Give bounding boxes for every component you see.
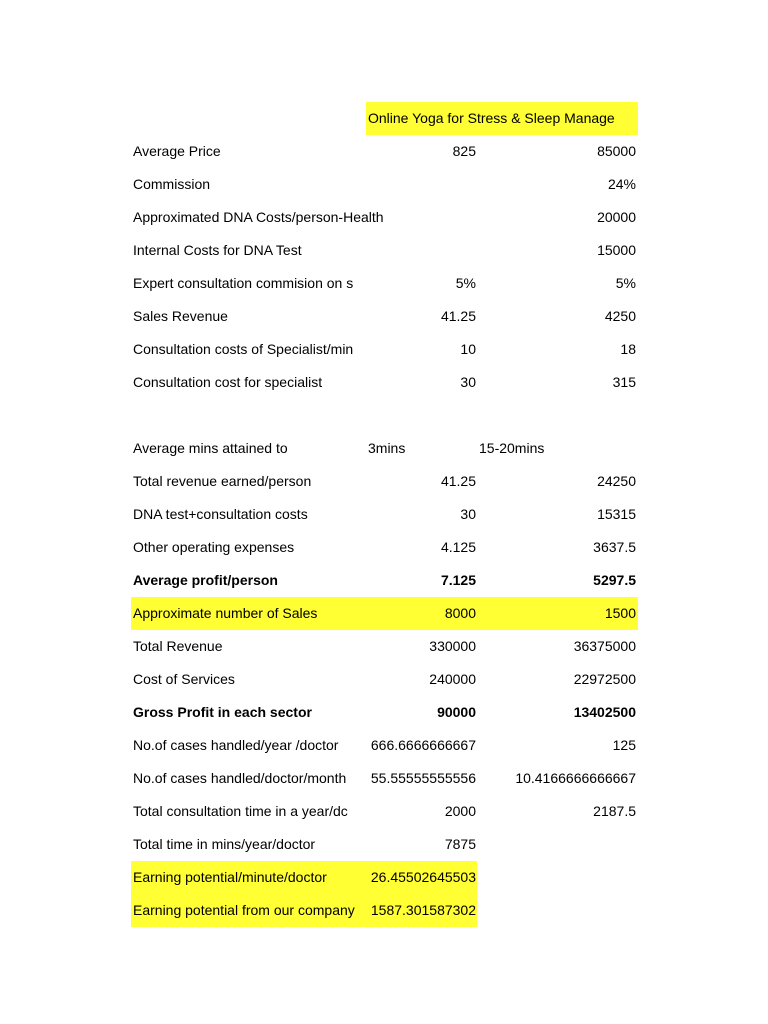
column-header[interactable]: Online Yoga for Stress & Sleep Manage — [366, 102, 638, 135]
row-label[interactable]: No.of cases handled/doctor/month — [133, 770, 347, 786]
row-label[interactable]: Consultation cost for specialist — [133, 374, 323, 390]
value-cell-b[interactable] — [477, 828, 638, 861]
row-label[interactable]: Earning potential from our company — [131, 894, 366, 927]
value-cell-a[interactable]: 41.25 — [440, 308, 476, 324]
value-cell-b[interactable]: 22972500 — [573, 671, 636, 687]
value-cell-b[interactable]: 5% — [615, 275, 636, 291]
value-cell-b[interactable]: 13402500 — [573, 704, 636, 720]
value-cell-a[interactable]: 330000 — [429, 638, 476, 654]
header-row — [131, 102, 638, 135]
value-cell-b[interactable]: 10.4166666666667 — [515, 770, 636, 786]
table-row — [131, 762, 638, 795]
value-cell-a[interactable]: 2000 — [444, 803, 476, 819]
row-label[interactable]: Average Price — [133, 143, 221, 159]
value-cell-b[interactable]: 18 — [620, 341, 636, 357]
value-cell-a[interactable]: 7875 — [444, 836, 476, 852]
value-cell-b[interactable]: 3637.5 — [593, 539, 636, 555]
value-cell-b[interactable]: 85000 — [597, 143, 636, 159]
table-row — [131, 168, 638, 201]
value-cell-a[interactable]: 26.45502645503 — [366, 861, 477, 894]
value-cell-b[interactable]: 125 — [612, 737, 636, 753]
value-cell-a[interactable]: 10 — [460, 341, 476, 357]
value-cell-a[interactable]: 55.55555555556 — [370, 770, 476, 786]
value-cell-b[interactable]: 1500 — [477, 597, 638, 630]
value-cell-a[interactable] — [366, 201, 477, 234]
row-label[interactable]: Earning potential/minute/doctor — [131, 861, 366, 894]
value-cell-a[interactable]: 7.125 — [440, 572, 476, 588]
table-row — [131, 630, 638, 663]
table-row-highlighted — [131, 894, 638, 927]
table-row — [131, 531, 638, 564]
row-label[interactable]: Commission — [133, 176, 211, 192]
row-label[interactable]: No.of cases handled/year /doctor — [133, 737, 339, 753]
table-row — [131, 498, 638, 531]
row-label[interactable]: Consultation costs of Specialist/min — [133, 341, 354, 357]
value-cell-b[interactable]: 24250 — [597, 473, 636, 489]
value-cell-a[interactable]: 8000 — [366, 597, 477, 630]
table-row-bold — [131, 564, 638, 597]
table-row — [131, 366, 638, 399]
row-label[interactable]: Total time in mins/year/doctor — [133, 836, 316, 852]
table-row — [131, 663, 638, 696]
value-cell-b[interactable] — [477, 894, 638, 927]
value-cell-a[interactable]: 240000 — [429, 671, 476, 687]
value-cell-b[interactable]: 315 — [612, 374, 636, 390]
value-cell-b[interactable]: 2187.5 — [593, 803, 636, 819]
value-cell-b[interactable]: 24% — [607, 176, 636, 192]
row-label[interactable]: Internal Costs for DNA Test — [133, 242, 302, 258]
table-row — [131, 432, 638, 465]
value-cell-b[interactable]: 20000 — [597, 209, 636, 225]
row-label[interactable]: Total Revenue — [133, 638, 223, 654]
row-label[interactable]: Approximate number of Sales — [131, 597, 366, 630]
value-cell-a[interactable]: 1587.301587302 — [366, 894, 477, 927]
value-cell-a[interactable]: 5% — [455, 275, 476, 291]
empty-row — [131, 399, 638, 432]
value-cell-a[interactable]: 90000 — [437, 704, 476, 720]
table-row — [131, 333, 638, 366]
value-cell-b[interactable] — [477, 861, 638, 894]
value-cell-b[interactable]: 36375000 — [573, 638, 636, 654]
value-cell-a[interactable] — [366, 234, 477, 267]
value-cell-b[interactable]: 4250 — [604, 308, 636, 324]
row-label[interactable]: Average mins attained to — [133, 440, 288, 456]
table-row — [131, 234, 638, 267]
row-label[interactable]: Approximated DNA Costs/person-Health — [133, 209, 384, 225]
table-row-bold — [131, 696, 638, 729]
value-cell-a[interactable]: 30 — [460, 506, 476, 522]
table-row — [131, 300, 638, 333]
table-row-highlighted — [131, 597, 638, 630]
row-label[interactable]: DNA test+consultation costs — [133, 506, 308, 522]
value-cell-b[interactable]: 15-20mins — [479, 440, 545, 456]
row-label[interactable]: Total consultation time in a year/dc — [133, 803, 348, 819]
value-cell-b[interactable]: 15000 — [597, 242, 636, 258]
table-row — [131, 267, 638, 300]
row-label[interactable]: Other operating expenses — [133, 539, 295, 555]
table-row — [131, 828, 638, 861]
table-row — [131, 201, 638, 234]
table-row — [131, 729, 638, 762]
value-cell-a[interactable]: 4.125 — [440, 539, 476, 555]
value-cell-a[interactable]: 41.25 — [440, 473, 476, 489]
table-row-highlighted — [131, 861, 638, 894]
row-label[interactable]: Expert consultation commision on s — [133, 275, 354, 291]
value-cell-a[interactable]: 30 — [460, 374, 476, 390]
value-cell-a[interactable]: 666.6666666667 — [370, 737, 476, 753]
value-cell-b[interactable]: 5297.5 — [593, 572, 636, 588]
spreadsheet — [131, 102, 638, 927]
value-cell-b[interactable]: 15315 — [597, 506, 636, 522]
row-label[interactable]: Sales Revenue — [133, 308, 228, 324]
row-label[interactable]: Total revenue earned/person — [133, 473, 312, 489]
row-label[interactable]: Cost of Services — [133, 671, 235, 687]
table-row — [131, 135, 638, 168]
value-cell-a[interactable]: 825 — [452, 143, 476, 159]
table-row — [131, 795, 638, 828]
value-cell-a[interactable] — [366, 168, 477, 201]
value-cell-a[interactable]: 3mins — [368, 440, 406, 456]
row-label[interactable]: Gross Profit in each sector — [133, 704, 312, 720]
row-label[interactable]: Average profit/person — [133, 572, 278, 588]
table-row — [131, 465, 638, 498]
